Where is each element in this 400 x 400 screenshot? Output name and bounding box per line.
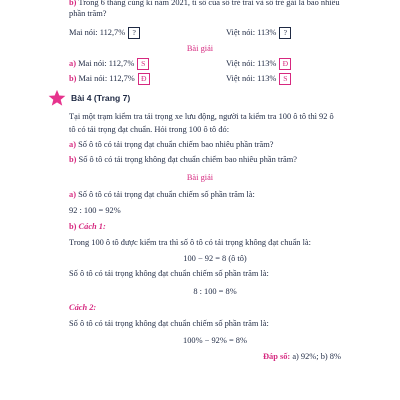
question-b-label: b) (69, 0, 77, 7)
answer-a-mai-text: Mai nói: 112,7% (78, 59, 135, 68)
method-2-calc: 100% − 92% = 8% (183, 336, 247, 345)
answer-b-viet-box: S (279, 73, 291, 85)
viet-label: Việt nói: 113% (226, 28, 277, 37)
mai-label: Mai nói: 112,7% (69, 28, 126, 37)
viet-answer-box: ? (279, 27, 291, 39)
solution-title-1: Bài giải (186, 44, 214, 53)
solution-title-2: Bài giải (186, 173, 214, 182)
question-b-text: Trong 6 tháng cùng kì năm 2021, tỉ số của số trẻ trai và số trẻ gái là bao nhiêu (78, 0, 340, 7)
answer-a-viet-box: Đ (279, 58, 291, 70)
mai-answer-box: ? (128, 27, 140, 39)
method-1-line1: Trong 100 ô tô được kiểm tra thì số ô tô có tải trọng không đạt chuẩn là: (69, 238, 311, 247)
answer-a-mai-box: S (137, 58, 149, 70)
method-1-calc2: 8 : 100 = 8% (193, 287, 237, 296)
answer-b-viet-text: Việt nói: 113% (226, 74, 277, 83)
method-1-line2: Số ô tô có tải trọng không đạt chuẩn chiếm số phần trăm là: (69, 269, 269, 278)
solution-a-text: Số ô tô có tải trọng đạt chuẩn chiếm số phần trăm là: (78, 190, 255, 199)
exercise-4-question-b (69, 154, 297, 165)
exercise-4-question-a (69, 139, 273, 150)
solution-b-method1 (69, 221, 106, 232)
exercise-4-intro-line2: tô có tải trọng đạt chuẩn. Hỏi trong 100 ô tô đó: (69, 125, 230, 134)
final-answer (263, 351, 341, 362)
method-1-label: Cách 1: (78, 222, 106, 231)
answer-b-mai (69, 73, 150, 85)
solution-a-label: a) (69, 190, 76, 199)
solution-a-calc: 92 : 100 = 92% (69, 206, 121, 215)
mai-statement (69, 27, 140, 39)
answer-a-mai (69, 58, 149, 70)
answer-a-viet-text: Việt nói: 113% (226, 59, 277, 68)
question-a-label: a) (69, 140, 76, 149)
answer-a-label: a) (69, 59, 76, 68)
question-a-text: Số ô tô có tải trọng đạt chuẩn chiếm bao nhiêu phần trăm? (78, 140, 274, 149)
answer-b-label: b) (69, 74, 77, 83)
question-b-line1 (69, 0, 340, 8)
method-2-line1: Số ô tô có tải trọng không đạt chuẩn chiếm số phần trăm là: (69, 319, 269, 328)
star-icon (48, 89, 66, 107)
answer-a-viet (226, 58, 291, 70)
answer-b-viet (226, 73, 291, 85)
final-answer-text: a) 92%; b) 8% (292, 352, 341, 361)
method-2-label: Cách 2: (69, 303, 97, 312)
solution-b-label: b) (69, 222, 77, 231)
question-b4-label: b) (69, 155, 77, 164)
answer-b-mai-text: Mai nói: 112,7% (78, 74, 135, 83)
method-1-calc1: 100 − 92 = 8 (ô tô) (183, 254, 247, 263)
question-b4-text: Số ô tô có tải trọng không đạt chuẩn chiếm bao nhiêu phần trăm? (78, 155, 297, 164)
answer-b-mai-box: Đ (138, 73, 150, 85)
viet-statement (226, 27, 291, 39)
exercise-4-title: Bài 4 (Trang 7) (71, 93, 131, 103)
exercise-4-intro-line1: Tại một trạm kiểm tra tải trọng xe lưu động, người ta kiểm tra 100 ô tô thì 92 ô (69, 112, 334, 121)
question-b-line2: phần trăm? (69, 9, 107, 18)
final-answer-label: Đáp số: (263, 352, 291, 361)
solution-a (69, 189, 255, 200)
